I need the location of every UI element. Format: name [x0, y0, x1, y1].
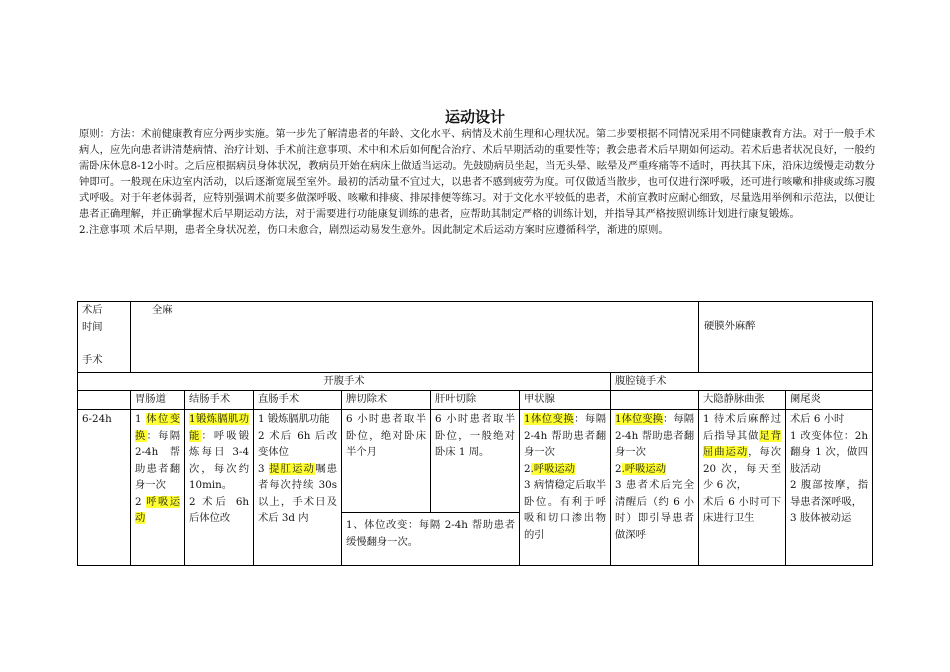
- laparoscopic-surgery-header: 腹腔镜手术: [615, 375, 667, 387]
- cell-appendicitis: [786, 411, 872, 564]
- general-anesthesia-header: 全麻: [152, 304, 173, 316]
- text: 术后 6 小时可下床进行卫生: [703, 495, 781, 524]
- cell-gastrointestinal: [131, 411, 184, 564]
- col-appendicitis: 阑尾炎: [790, 393, 821, 405]
- text: 嘱患者每次持续 30s 以上，手术日及术后 3d 内: [258, 462, 338, 524]
- text: 2 腹部按摩，指导患者深呼吸，: [790, 479, 868, 508]
- cell-varicose-vein: [699, 411, 785, 564]
- text: ：每隔 2-4h 帮助患者翻身一次: [524, 413, 606, 458]
- page-title: 运动设计: [444, 108, 505, 126]
- highlight-breathing: .呼吸运动: [530, 462, 576, 475]
- col-colon: 结肠手术: [189, 393, 231, 405]
- highlight-position-change: 1体位变换: [615, 413, 663, 425]
- highlight-position-change: 体位变换: [135, 413, 181, 442]
- text: 1 改变体位：2h 翻身 1 次，做四肢活动: [790, 429, 868, 475]
- intro-paragraph-1: 原则：方法：术前健康教育应分两步实施。第一步先了解清患者的年龄、文化水平、病情及术前生理和心理状况。第二步要根据不同情况采用不同健康教育方法。对于一般手术病人，应先向患者讲清楚病情、治疗计划、手术前注意事项、术中和术后如何配合治疗、术后早期活动的重要性等；教会患者术后早期如何运动。若术后患者状况良好，一般约需卧床休息8-12小时。之后应根据病员身体状况，教病员开始在病床上做适当运动。先鼓励病员坐起，当无头晕、眩晕及严重疼痛等不适时，再扶其下床，沿床边缓慢走动数分钟即可。一般现在床边室内活动，以后逐渐宽展至室外。最初的活动量不宜过大，以患者不感到疲劳为度。可仅做适当散步，也可仅进行深呼吸，还可进行咳嗽和排痰或练习腹式呼吸。对于年老体弱者，应特别强调术前要多做深呼吸、咳嗽和排痰、排尿排便等练习。对于文化水平较低的患者，术前宣教时应耐心细致，尽量选用举例和示范法，以便让患者正确理解，并正确掌握术后早期运动方法，对于需要进行功能康复训练的患者，应帮助其制定严格的训练计划，并指导其严格按照训练计划进行康复锻炼。: [79, 128, 875, 220]
- col-thyroid: 甲状腺: [524, 393, 555, 405]
- text: 3 肢体被动运: [790, 512, 852, 524]
- text: 3 病情稳定后取半卧位。有利于呼吸和切口渗出物的引: [524, 479, 606, 541]
- highlight-position-change: 1体位变换: [524, 413, 575, 425]
- intro-paragraph-2: 2.注意事项 术后早期，患者全身状况差，伤口未愈合，剧烈运动易发生意外。因此制定术后运动方案时应遵循科学，渐进的原则。: [79, 224, 669, 236]
- highlight-anal-lift: 提肛运动: [269, 462, 316, 475]
- text: 1: [135, 413, 147, 425]
- cell-thyroid: [520, 411, 610, 564]
- intro-text: [79, 126, 875, 238]
- corner-header: [78, 302, 130, 369]
- text: 3 患者术后完全清醒后（约 6 小时）即引导患者做深呼: [615, 479, 694, 541]
- highlight-breathing: .呼吸运动: [621, 462, 667, 475]
- col-gastrointestinal: 胃肠道: [135, 393, 166, 405]
- text: 2: [524, 462, 531, 475]
- text: 2: [135, 495, 147, 508]
- highlight-diaphragm: 1锻炼膈肌功能: [189, 413, 249, 442]
- text: 1 待术后麻醉过后指导其做: [703, 413, 781, 442]
- cell-laparoscopic: [611, 411, 698, 564]
- text: ：呼吸锻炼每日 3-4 次，每次约 10min。: [189, 429, 250, 491]
- text: 2 术后 6h 后改变体位: [258, 429, 337, 458]
- text: 1 锻炼膈肌功能: [258, 413, 330, 425]
- col-varicose-vein: 大隐静脉曲张: [703, 393, 765, 405]
- corner-spacer: [82, 335, 126, 352]
- cell-spleen-liver-shared: 1、体位改变：每隔 2-4h 帮助患者缓慢翻身一次。: [346, 519, 515, 548]
- epidural-anesthesia-header: 硬膜外麻醉: [704, 320, 756, 332]
- text: 2: [615, 462, 622, 475]
- cell-colon: [185, 411, 253, 564]
- col-rectum: 直肠手术: [258, 393, 300, 405]
- text: 3: [258, 462, 270, 475]
- text: ：每隔 2-4h 帮助患者翻身一次: [135, 429, 181, 491]
- text: ，每次 20 次，每天至少 6 次，: [703, 446, 782, 491]
- row-time: 6-24h: [82, 413, 112, 425]
- text: 2 术后 6h 后体位改: [189, 495, 249, 524]
- open-surgery-header: 开腹手术: [323, 375, 365, 387]
- col-hepatectomy: 肝叶切除: [435, 393, 477, 405]
- col-splenectomy: 脾切除术: [346, 393, 388, 405]
- text: 术后 6 小时: [790, 413, 845, 425]
- text: ：每隔 2-4h 帮助患者翻身一次: [615, 413, 694, 458]
- corner-line-2: 时间: [82, 320, 103, 333]
- highlight-dorsiflexion: 足背屈曲运动: [703, 429, 782, 458]
- highlight-breathing: 呼吸运动: [135, 495, 181, 524]
- cell-hepatectomy: 6 小时患者取半卧位，一般绝对卧床 1 周。: [435, 413, 515, 458]
- cell-rectum: [254, 411, 341, 564]
- corner-line-1: 术后: [82, 304, 103, 316]
- cell-splenectomy: 6 小时患者取半卧位，绝对卧床半个月: [346, 413, 426, 458]
- corner-line-4: 手术: [82, 354, 103, 366]
